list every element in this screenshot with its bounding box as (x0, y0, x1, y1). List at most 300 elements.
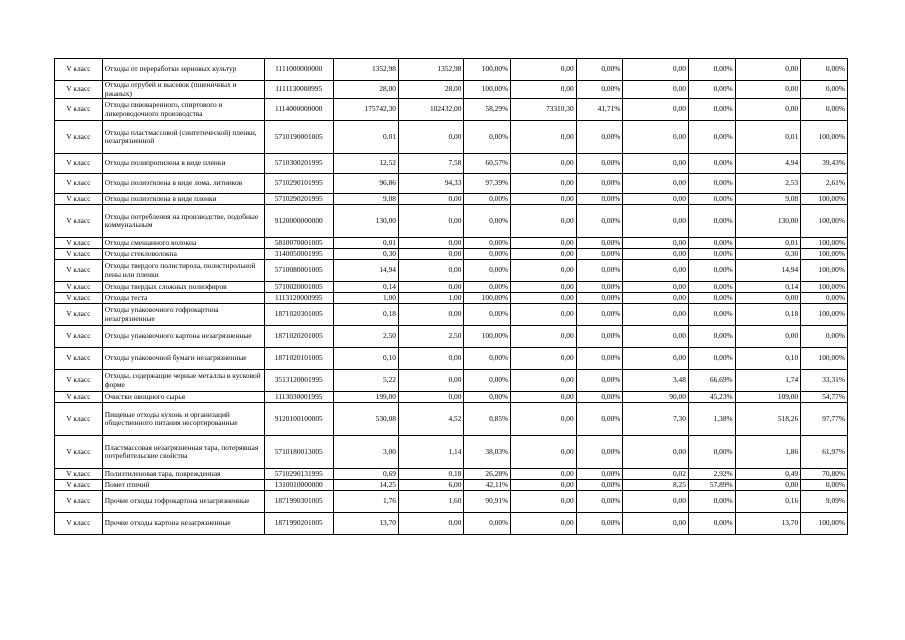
amount-3-cell: 0,00 (623, 174, 688, 194)
amount-2-cell: 0,00 (511, 59, 576, 81)
percent-4-cell: 61,97% (801, 436, 848, 469)
percent-4-cell: 0,00% (801, 326, 848, 348)
waste-code-cell: 5810070001005 (264, 238, 333, 249)
waste-code-cell: 1310010000000 (264, 480, 333, 491)
percent-4-cell: 0,00% (801, 59, 848, 81)
total-amount-cell: 96,86 (333, 174, 398, 194)
amount-2-cell: 73310,30 (511, 99, 576, 121)
percent-3-cell: 0,00% (688, 436, 735, 469)
percent-3-cell: 0,00% (688, 59, 735, 81)
percent-4-cell: 54,77% (801, 392, 848, 403)
table-row (55, 205, 848, 238)
percent-3-cell: 45,23% (688, 392, 735, 403)
percent-1-cell: 42,11% (464, 480, 511, 491)
waste-code-cell: 1111130008995 (264, 81, 333, 99)
percent-2-cell: 0,00% (576, 59, 623, 81)
percent-4-cell: 0,00% (801, 480, 848, 491)
waste-code-cell: 1113120000995 (264, 293, 333, 304)
total-amount-cell: 0,10 (333, 348, 398, 370)
table-row (55, 154, 848, 174)
waste-class-cell: V класс (55, 81, 103, 99)
amount-1-cell: 102432,00 (398, 99, 463, 121)
total-amount-cell: 5,22 (333, 370, 398, 392)
percent-2-cell: 0,00% (576, 81, 623, 99)
amount-3-cell: 0,00 (623, 260, 688, 282)
waste-name-cell: Очистки овощного сырья (102, 392, 264, 403)
table-row (55, 121, 848, 154)
amount-3-cell: 0,00 (623, 293, 688, 304)
total-amount-cell: 9,08 (333, 194, 398, 205)
percent-1-cell: 0,00% (464, 121, 511, 154)
waste-code-cell: 1111000000000 (264, 59, 333, 81)
waste-code-cell: 1871990301005 (264, 491, 333, 513)
table-row (55, 436, 848, 469)
percent-4-cell: 0,00% (801, 81, 848, 99)
amount-2-cell: 0,00 (511, 121, 576, 154)
amount-4-cell: 1,86 (735, 436, 800, 469)
amount-3-cell: 0,00 (623, 491, 688, 513)
amount-4-cell: 1,74 (735, 370, 800, 392)
total-amount-cell: 14,25 (333, 480, 398, 491)
amount-4-cell: 9,08 (735, 194, 800, 205)
amount-2-cell: 0,00 (511, 282, 576, 293)
amount-2-cell: 0,00 (511, 348, 576, 370)
percent-1-cell: 100,00% (464, 81, 511, 99)
table-row (55, 370, 848, 392)
percent-2-cell: 0,00% (576, 121, 623, 154)
amount-2-cell: 0,00 (511, 513, 576, 535)
percent-2-cell: 0,00% (576, 293, 623, 304)
amount-1-cell: 7,58 (398, 154, 463, 174)
percent-1-cell: 0,00% (464, 238, 511, 249)
waste-code-cell: 9120000000000 (264, 205, 333, 238)
total-amount-cell: 199,00 (333, 392, 398, 403)
percent-2-cell: 0,00% (576, 304, 623, 326)
waste-name-cell: Отходы теста (102, 293, 264, 304)
total-amount-cell: 0,14 (333, 282, 398, 293)
amount-2-cell: 0,00 (511, 370, 576, 392)
percent-4-cell: 100,00% (801, 282, 848, 293)
percent-4-cell: 100,00% (801, 238, 848, 249)
amount-4-cell: 0,00 (735, 99, 800, 121)
percent-1-cell: 0,00% (464, 260, 511, 282)
table-row (55, 238, 848, 249)
waste-code-cell: 1871020301005 (264, 304, 333, 326)
amount-3-cell: 0,00 (623, 348, 688, 370)
amount-4-cell: 4,94 (735, 154, 800, 174)
waste-name-cell: Отходы от переработки зерновых культур (102, 59, 264, 81)
waste-code-cell: 5710080001005 (264, 260, 333, 282)
percent-1-cell: 0,85% (464, 403, 511, 436)
amount-1-cell: 1,14 (398, 436, 463, 469)
total-amount-cell: 3,00 (333, 436, 398, 469)
amount-3-cell: 3,48 (623, 370, 688, 392)
amount-2-cell: 0,00 (511, 491, 576, 513)
percent-4-cell: 33,31% (801, 370, 848, 392)
waste-class-cell: V класс (55, 260, 103, 282)
amount-1-cell: 0,00 (398, 249, 463, 260)
waste-code-cell: 5710290101995 (264, 174, 333, 194)
amount-1-cell: 94,33 (398, 174, 463, 194)
waste-name-cell: Отходы отрубей и высевок (пшеничных и ржаных) (102, 81, 264, 99)
amount-4-cell: 0,00 (735, 480, 800, 491)
percent-2-cell: 0,00% (576, 249, 623, 260)
total-amount-cell: 0,01 (333, 238, 398, 249)
waste-class-cell: V класс (55, 326, 103, 348)
waste-class-cell: V класс (55, 348, 103, 370)
waste-code-cell: 5710290201995 (264, 194, 333, 205)
waste-name-cell: Отходы пивоваренного, спиртового и ликероводочного производства (102, 99, 264, 121)
waste-class-cell: V класс (55, 513, 103, 535)
percent-1-cell: 100,00% (464, 293, 511, 304)
percent-1-cell: 58,29% (464, 99, 511, 121)
table-body (55, 59, 848, 535)
waste-name-cell: Помет птичий (102, 480, 264, 491)
percent-1-cell: 0,00% (464, 370, 511, 392)
percent-4-cell: 100,00% (801, 205, 848, 238)
amount-3-cell: 0,00 (623, 205, 688, 238)
percent-3-cell: 0,00% (688, 260, 735, 282)
table-row (55, 348, 848, 370)
amount-4-cell: 0,49 (735, 469, 800, 480)
amount-4-cell: 0,01 (735, 121, 800, 154)
percent-1-cell: 100,00% (464, 326, 511, 348)
waste-class-cell: V класс (55, 99, 103, 121)
total-amount-cell: 1,76 (333, 491, 398, 513)
amount-3-cell: 0,02 (623, 469, 688, 480)
amount-2-cell: 0,00 (511, 260, 576, 282)
table-row (55, 304, 848, 326)
percent-1-cell: 0,00% (464, 249, 511, 260)
total-amount-cell: 14,94 (333, 260, 398, 282)
percent-2-cell: 0,00% (576, 154, 623, 174)
waste-name-cell: Отходы, содержащие черные металлы в кусковой форме (102, 370, 264, 392)
percent-1-cell: 0,00% (464, 304, 511, 326)
total-amount-cell: 28,00 (333, 81, 398, 99)
percent-2-cell: 0,00% (576, 194, 623, 205)
amount-1-cell: 0,00 (398, 260, 463, 282)
percent-2-cell: 0,00% (576, 174, 623, 194)
percent-2-cell: 0,00% (576, 403, 623, 436)
amount-1-cell: 0,00 (398, 282, 463, 293)
table-row (55, 403, 848, 436)
amount-1-cell: 1,00 (398, 293, 463, 304)
percent-3-cell: 0,00% (688, 81, 735, 99)
table-row (55, 293, 848, 304)
percent-4-cell: 0,00% (801, 293, 848, 304)
waste-class-cell: V класс (55, 59, 103, 81)
percent-2-cell: 0,00% (576, 513, 623, 535)
amount-4-cell: 0,10 (735, 348, 800, 370)
amount-4-cell: 0,16 (735, 491, 800, 513)
percent-3-cell: 0,00% (688, 205, 735, 238)
amount-1-cell: 0,00 (398, 370, 463, 392)
amount-3-cell: 0,00 (623, 513, 688, 535)
table-row (55, 282, 848, 293)
percent-2-cell: 0,00% (576, 392, 623, 403)
amount-3-cell: 0,00 (623, 326, 688, 348)
percent-2-cell: 0,00% (576, 480, 623, 491)
waste-class-cell: V класс (55, 121, 103, 154)
amount-1-cell: 0,00 (398, 392, 463, 403)
amount-1-cell: 0,00 (398, 194, 463, 205)
waste-table (54, 58, 848, 535)
amount-1-cell: 0,00 (398, 513, 463, 535)
waste-name-cell: Отходы смешанного волокна (102, 238, 264, 249)
waste-class-cell: V класс (55, 436, 103, 469)
table-row (55, 99, 848, 121)
amount-4-cell: 2,53 (735, 174, 800, 194)
waste-class-cell: V класс (55, 469, 103, 480)
amount-4-cell: 0,14 (735, 282, 800, 293)
total-amount-cell: 0,30 (333, 249, 398, 260)
amount-4-cell: 0,30 (735, 249, 800, 260)
amount-2-cell: 0,00 (511, 154, 576, 174)
waste-code-cell: 5710300201995 (264, 154, 333, 174)
waste-class-cell: V класс (55, 194, 103, 205)
waste-class-cell: V класс (55, 249, 103, 260)
percent-3-cell: 0,00% (688, 121, 735, 154)
amount-3-cell: 0,00 (623, 436, 688, 469)
amount-2-cell: 0,00 (511, 81, 576, 99)
percent-3-cell: 0,00% (688, 348, 735, 370)
waste-class-cell: V класс (55, 154, 103, 174)
percent-2-cell: 0,00% (576, 205, 623, 238)
amount-1-cell: 0,18 (398, 469, 463, 480)
percent-1-cell: 60,57% (464, 154, 511, 174)
percent-2-cell: 0,00% (576, 260, 623, 282)
table-row (55, 59, 848, 81)
percent-4-cell: 100,00% (801, 304, 848, 326)
amount-1-cell: 0,00 (398, 205, 463, 238)
percent-1-cell: 38,03% (464, 436, 511, 469)
total-amount-cell: 2,50 (333, 326, 398, 348)
waste-code-cell: 1871990201005 (264, 513, 333, 535)
percent-3-cell: 0,00% (688, 293, 735, 304)
percent-4-cell: 0,00% (801, 99, 848, 121)
percent-2-cell: 0,00% (576, 469, 623, 480)
percent-2-cell: 0,00% (576, 491, 623, 513)
total-amount-cell: 0,01 (333, 121, 398, 154)
amount-1-cell: 2,50 (398, 326, 463, 348)
waste-name-cell: Отходы упаковочного картона незагрязненные (102, 326, 264, 348)
amount-2-cell: 0,00 (511, 326, 576, 348)
amount-3-cell: 0,00 (623, 99, 688, 121)
percent-4-cell: 39,43% (801, 154, 848, 174)
percent-1-cell: 0,00% (464, 194, 511, 205)
amount-4-cell: 0,18 (735, 304, 800, 326)
amount-1-cell: 0,00 (398, 121, 463, 154)
percent-3-cell: 0,00% (688, 491, 735, 513)
waste-code-cell: 9120100100005 (264, 403, 333, 436)
total-amount-cell: 175742,30 (333, 99, 398, 121)
amount-2-cell: 0,00 (511, 469, 576, 480)
percent-4-cell: 100,00% (801, 121, 848, 154)
amount-4-cell: 130,00 (735, 205, 800, 238)
percent-3-cell: 66,69% (688, 370, 735, 392)
amount-1-cell: 28,00 (398, 81, 463, 99)
amount-3-cell: 0,00 (623, 238, 688, 249)
amount-1-cell: 0,00 (398, 304, 463, 326)
amount-2-cell: 0,00 (511, 205, 576, 238)
amount-4-cell: 13,70 (735, 513, 800, 535)
amount-3-cell: 0,00 (623, 194, 688, 205)
amount-4-cell: 0,00 (735, 59, 800, 81)
amount-4-cell: 0,00 (735, 81, 800, 99)
waste-code-cell: 5710190001005 (264, 121, 333, 154)
percent-1-cell: 0,00% (464, 348, 511, 370)
percent-4-cell: 9,09% (801, 491, 848, 513)
total-amount-cell: 12,52 (333, 154, 398, 174)
waste-code-cell: 1871020201005 (264, 326, 333, 348)
amount-3-cell: 0,00 (623, 59, 688, 81)
total-amount-cell: 13,70 (333, 513, 398, 535)
table-row (55, 194, 848, 205)
percent-3-cell: 0,00% (688, 304, 735, 326)
amount-2-cell: 0,00 (511, 249, 576, 260)
waste-name-cell: Прочие отходы картона незагрязненные (102, 513, 264, 535)
percent-2-cell: 0,00% (576, 282, 623, 293)
percent-3-cell: 0,00% (688, 174, 735, 194)
table-row (55, 491, 848, 513)
total-amount-cell: 130,00 (333, 205, 398, 238)
table-row (55, 480, 848, 491)
percent-4-cell: 100,00% (801, 348, 848, 370)
percent-3-cell: 0,00% (688, 249, 735, 260)
amount-3-cell: 7,30 (623, 403, 688, 436)
percent-2-cell: 0,00% (576, 326, 623, 348)
waste-code-cell: 5710180013005 (264, 436, 333, 469)
percent-2-cell: 0,00% (576, 238, 623, 249)
table-row (55, 260, 848, 282)
percent-4-cell: 100,00% (801, 260, 848, 282)
percent-4-cell: 97,77% (801, 403, 848, 436)
amount-4-cell: 14,94 (735, 260, 800, 282)
percent-3-cell: 0,00% (688, 282, 735, 293)
amount-4-cell: 0,01 (735, 238, 800, 249)
amount-3-cell: 0,00 (623, 304, 688, 326)
percent-2-cell: 0,00% (576, 348, 623, 370)
percent-3-cell: 0,00% (688, 99, 735, 121)
waste-name-cell: Отходы пластмассовой (синтетической) пленки, незагрязненной (102, 121, 264, 154)
waste-name-cell: Полиэтиленовая тара, поврежденная (102, 469, 264, 480)
percent-4-cell: 70,80% (801, 469, 848, 480)
waste-name-cell: Отходы упаковочной бумаги незагрязненные (102, 348, 264, 370)
amount-2-cell: 0,00 (511, 304, 576, 326)
percent-3-cell: 2,92% (688, 469, 735, 480)
amount-4-cell: 518,26 (735, 403, 800, 436)
waste-code-cell: 3140050001995 (264, 249, 333, 260)
percent-3-cell: 1,38% (688, 403, 735, 436)
waste-class-cell: V класс (55, 304, 103, 326)
percent-1-cell: 90,91% (464, 491, 511, 513)
total-amount-cell: 0,18 (333, 304, 398, 326)
waste-class-cell: V класс (55, 238, 103, 249)
amount-3-cell: 8,25 (623, 480, 688, 491)
waste-class-cell: V класс (55, 205, 103, 238)
waste-code-cell: 1114000000000 (264, 99, 333, 121)
percent-1-cell: 0,00% (464, 282, 511, 293)
table-row (55, 469, 848, 480)
amount-2-cell: 0,00 (511, 293, 576, 304)
amount-3-cell: 0,00 (623, 249, 688, 260)
waste-name-cell: Отходы упаковочного гофрокартона незагрязненные (102, 304, 264, 326)
percent-2-cell: 0,00% (576, 436, 623, 469)
amount-1-cell: 0,00 (398, 238, 463, 249)
waste-code-cell: 1113030001995 (264, 392, 333, 403)
amount-2-cell: 0,00 (511, 436, 576, 469)
percent-4-cell: 100,00% (801, 194, 848, 205)
percent-3-cell: 57,89% (688, 480, 735, 491)
percent-4-cell: 2,61% (801, 174, 848, 194)
total-amount-cell: 0,69 (333, 469, 398, 480)
amount-2-cell: 0,00 (511, 174, 576, 194)
amount-2-cell: 0,00 (511, 480, 576, 491)
table-row (55, 81, 848, 99)
waste-name-cell: Пищевые отходы кухонь и организаций общественного питания несортированные (102, 403, 264, 436)
waste-name-cell: Пластмассовая незагрязненная тара, потерявшая потребительские свойства (102, 436, 264, 469)
waste-class-cell: V класс (55, 392, 103, 403)
waste-code-cell: 5710290131995 (264, 469, 333, 480)
amount-1-cell: 6,00 (398, 480, 463, 491)
waste-name-cell: Отходы твердого полистирола, полистирольной пены или пленки (102, 260, 264, 282)
amount-1-cell: 0,00 (398, 348, 463, 370)
amount-1-cell: 4,52 (398, 403, 463, 436)
amount-2-cell: 0,00 (511, 194, 576, 205)
percent-1-cell: 0,00% (464, 513, 511, 535)
waste-name-cell: Отходы полиэтилена в виде лома, литников (102, 174, 264, 194)
percent-1-cell: 26,28% (464, 469, 511, 480)
percent-3-cell: 0,00% (688, 326, 735, 348)
waste-name-cell: Отходы потребления на производстве, подобные коммунальным (102, 205, 264, 238)
waste-code-cell: 1871020101005 (264, 348, 333, 370)
amount-4-cell: 109,00 (735, 392, 800, 403)
waste-class-cell: V класс (55, 480, 103, 491)
amount-2-cell: 0,00 (511, 238, 576, 249)
amount-3-cell: 0,00 (623, 81, 688, 99)
table-row (55, 174, 848, 194)
total-amount-cell: 1352,98 (333, 59, 398, 81)
amount-3-cell: 0,00 (623, 121, 688, 154)
percent-4-cell: 100,00% (801, 249, 848, 260)
amount-4-cell: 0,00 (735, 326, 800, 348)
waste-name-cell: Отходы стекловолокна (102, 249, 264, 260)
waste-name-cell: Прочие отходы гофрокартона незагрязненные (102, 491, 264, 513)
amount-3-cell: 0,00 (623, 154, 688, 174)
waste-name-cell: Отходы полиэтилена в виде пленки (102, 194, 264, 205)
waste-class-cell: V класс (55, 282, 103, 293)
waste-class-cell: V класс (55, 293, 103, 304)
waste-class-cell: V класс (55, 491, 103, 513)
waste-name-cell: Отходы твердых сложных полиэфиров (102, 282, 264, 293)
percent-3-cell: 0,00% (688, 154, 735, 174)
percent-2-cell: 0,00% (576, 370, 623, 392)
amount-1-cell: 1352,98 (398, 59, 463, 81)
percent-1-cell: 0,00% (464, 205, 511, 238)
percent-4-cell: 100,00% (801, 513, 848, 535)
waste-class-cell: V класс (55, 174, 103, 194)
percent-1-cell: 100,00% (464, 59, 511, 81)
table-row (55, 392, 848, 403)
amount-2-cell: 0,00 (511, 403, 576, 436)
percent-1-cell: 0,00% (464, 392, 511, 403)
amount-3-cell: 90,00 (623, 392, 688, 403)
percent-2-cell: 41,71% (576, 99, 623, 121)
total-amount-cell: 530,08 (333, 403, 398, 436)
table-row (55, 326, 848, 348)
waste-code-cell: 5710020001005 (264, 282, 333, 293)
amount-4-cell: 0,00 (735, 293, 800, 304)
